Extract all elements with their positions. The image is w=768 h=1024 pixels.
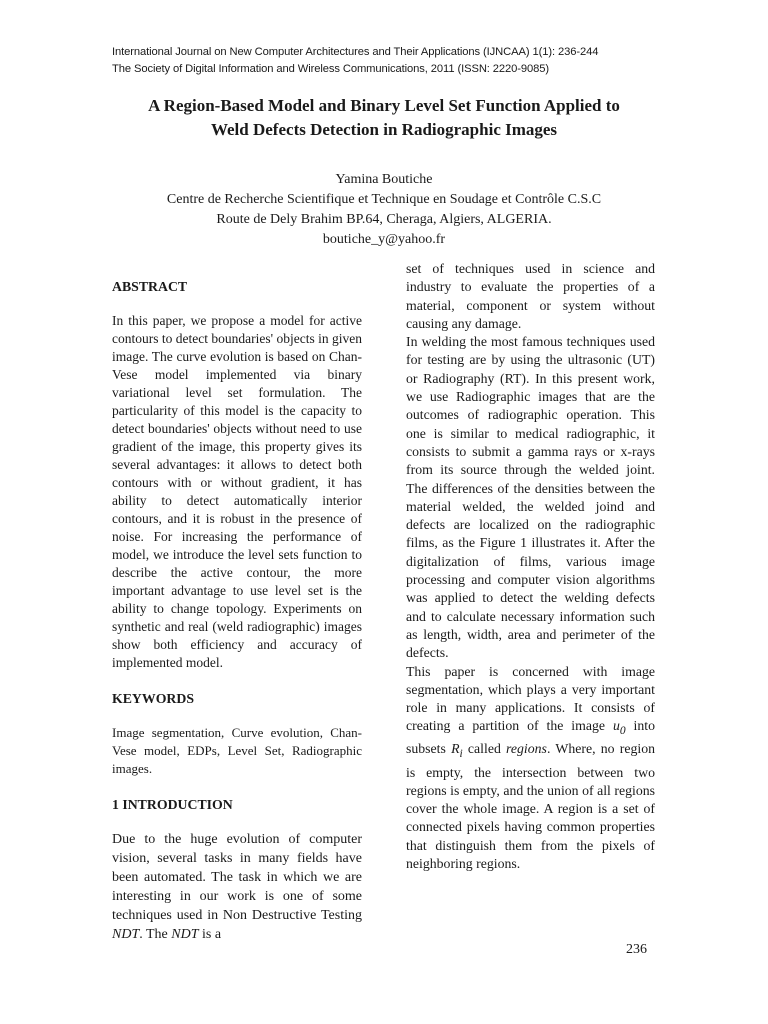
abstract-heading: ABSTRACT (112, 279, 188, 294)
introduction-heading: 1 INTRODUCTION (112, 797, 233, 812)
keywords-text: Image segmentation, Curve evolution, Chan-Vese model, EDPs, Level Set, Radiographic images. (112, 725, 362, 776)
keywords-heading: KEYWORDS (112, 691, 195, 706)
page-number: 236 (626, 942, 647, 957)
left-column (112, 262, 362, 960)
abstract-text: In this paper, we propose a model for active contours to detect boundaries' objects in given image. The curve evolution is based on Chan-Vese model implemented via binary variational level set formulation. The particularity of this model is the capacity to detect boundaries' objects without need to use gradient of the image, this property gives its several advantages: it allows to detect both contours with or without gradient, it has ability to detect automatically interior contours, and it is robust in the presence of noise. For increasing the performance of model, we introduce the level sets function to describe the active contour, the more important advantage to use level set is the ability to change topology. Experiments on synthetic and real (weld radiographic) images show both efficiency and accuracy of implemented model. (112, 313, 362, 670)
segmentation-paragraph (406, 663, 655, 874)
paper-title (80, 94, 688, 142)
ndt-term: NDT (112, 927, 140, 942)
journal-header-line-1: International Journal on New Computer Architectures and Their Applications (IJNCAA) 1(1): 236-244 (112, 46, 599, 58)
paper-title-line-1: A Region-Based Model and Binary Level Set Function Applied to (148, 96, 620, 115)
segmentation-text-c: called (462, 741, 507, 757)
segmentation-text-d: . Where, no region is empty, the intersection between two regions is empty, and the union of all regions cover the whole image. A region is a set of connected pixels having common properties that distinguish them from the pixels of neighboring regions. (406, 741, 655, 871)
intro-text-end: is a (198, 927, 222, 942)
segmentation-text-a: This paper is concerned with image segmentation, which plays a very important role in many applications. It consists of creating a partition of the image (406, 663, 655, 734)
right-column (406, 260, 655, 873)
journal-header-line-2: The Society of Digital Information and Wireless Communications, 2011 (ISSN: 2220-9085) (112, 63, 550, 75)
journal-header (112, 44, 672, 78)
intro-text-mid: . The (139, 927, 172, 942)
author-email: boutiche_y@yahoo.fr (322, 232, 446, 247)
math-u0: $u_0$ (612, 718, 626, 738)
author-address: Route de Dely Brahim BP.64, Cheraga, Algiers, ALGERIA. (216, 212, 552, 227)
introduction-text (112, 830, 362, 944)
regions-term: regions (506, 741, 547, 757)
ndt-term: NDT (171, 927, 199, 942)
welding-testing-paragraph: In welding the most famous techniques used for testing are by using the ultrasonic (UT) or Radiography (RT). In this present work, we use Radiographic images that are the outcomes of radiographic operation. This one is similar to medical radiographic, it consists to submit a gamma rays or x-rays from its source through the welded joint. The differences of the densities between the material welded, the welded joind and defects are localized on the radiographic films, as the Figure 1 illustrates it. After the digitalization of films, various image processing and computer vision algorithms was applied to detect the welding defects and to calculate necessary information such as length, width, area and perimeter of the defects. (406, 334, 655, 661)
paper-title-line-2: Weld Defects Detection in Radiographic Images (210, 120, 558, 139)
author-name: Yamina Boutiche (335, 172, 433, 187)
author-block (80, 170, 688, 250)
math-ri: $R_i$ (451, 741, 463, 761)
segmentation-text-b: into subsets (406, 718, 655, 757)
ndt-definition-paragraph: set of techniques used in science and industry to evaluate the properties of a material, component or system without causing any damage. (406, 261, 655, 331)
intro-text-start: Due to the huge evolution of computer vision, several tasks in many fields have been automated. The task in which we are interesting in our work is one of some techniques used in Non Destructive Testing (112, 832, 362, 923)
author-affiliation: Centre de Recherche Scientifique et Technique en Soudage et Contrôle C.S.C (166, 192, 602, 207)
